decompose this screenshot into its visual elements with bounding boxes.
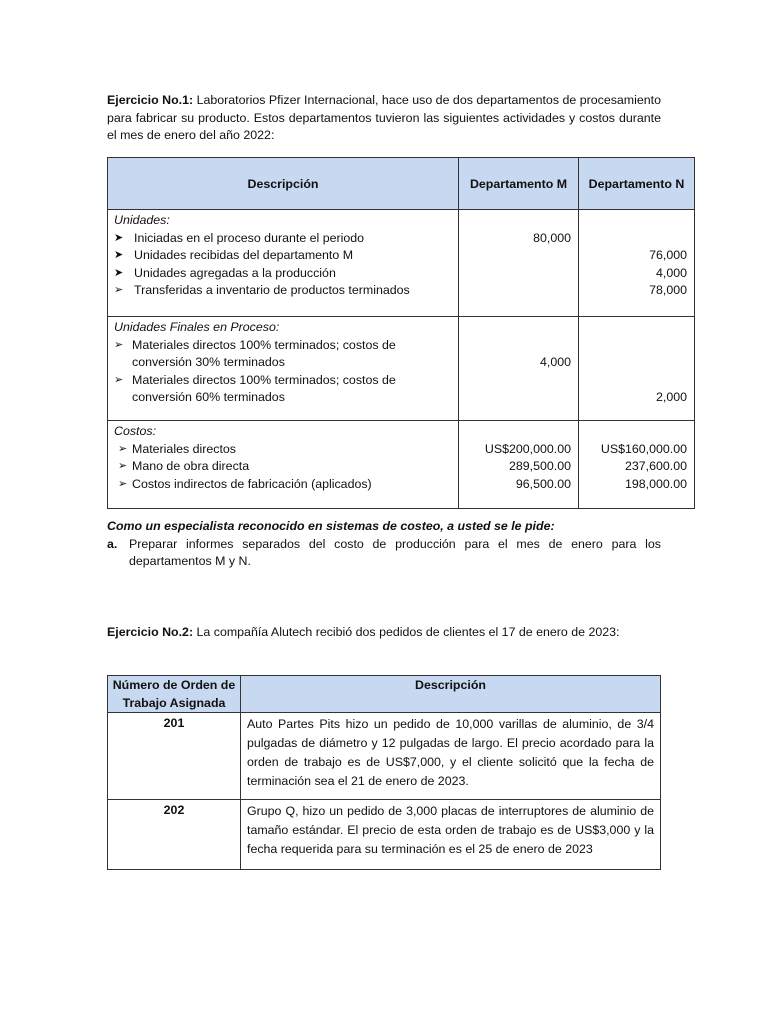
list-item: ➢ Materiales directos bbox=[114, 441, 452, 459]
arrow-bullet-icon: ➢ bbox=[114, 284, 124, 296]
section-title: Unidades: bbox=[114, 213, 170, 227]
value-m: 289,500.00 bbox=[508, 459, 571, 473]
arrow-bullet-icon: ➤ bbox=[114, 249, 124, 261]
col-departamento-m: Departamento M bbox=[459, 158, 579, 210]
ex2-intro-text: La compañía Alutech recibió dos pedidos de clientes el 17 de enero de 2023: bbox=[196, 625, 620, 639]
section-wip: Unidades Finales en Proceso: ➢ Materiales directos 100% terminados; costos de conversión 30% terminados ➢ Materiales directos 100% terminados; costos de conversión 60% terminados 4,000 2,000 bbox=[108, 317, 695, 421]
ex1-table bbox=[107, 157, 695, 509]
ex1-request bbox=[107, 518, 661, 571]
value-n: 198,000.00 bbox=[624, 476, 687, 491]
order-number: 201 bbox=[108, 713, 241, 800]
value-m: 96,500.00 bbox=[515, 476, 571, 491]
value-n: 2,000 bbox=[655, 390, 687, 404]
order-description: Auto Partes Pits hizo un pedido de 10,000 varillas de aluminio, de 3/4 pulgadas de diámetro y 12 pulgadas de largo. El precio acordado para la orden de trabajo es de US$7,000, y el cliente solicitó que la fecha de terminación sea el 21 de enero de 2023. bbox=[241, 713, 661, 800]
request-letter: a. bbox=[107, 536, 118, 551]
ex1-label: Ejercicio No.1: bbox=[107, 93, 194, 107]
col-descripcion: Descripción bbox=[241, 676, 661, 713]
value-m: 4,000 bbox=[539, 355, 571, 369]
request-item bbox=[107, 536, 661, 571]
arrow-bullet-icon: ➤ bbox=[114, 231, 124, 244]
value-n: 237,600.00 bbox=[624, 459, 687, 473]
ex1-intro-text: Laboratorios Pfizer Internacional, hace uso de dos departamentos de procesamiento para fabricar su producto. Estos departamentos tuvieron las siguientes actividades y costos durante el mes de enero del año 2022: bbox=[107, 93, 662, 142]
list-item: ➢ Materiales directos 100% terminados; costos de bbox=[114, 337, 452, 355]
request-text: Preparar informes separados del costo de producción para el mes de enero para los departamentos M y N. bbox=[129, 536, 661, 568]
list-item: ➢ Materiales directos 100% terminados; costos de bbox=[114, 372, 452, 390]
arrow-bullet-icon: ➤ bbox=[114, 266, 124, 279]
order-description: Grupo Q, hizo un pedido de 3,000 placas de interruptores de aluminio de tamaño estándar. El precio de esta orden de trabajo es de US$3,000 y la fecha requerida para su terminación es el 25 de enero de 2023 bbox=[241, 800, 661, 870]
ex1-intro bbox=[107, 92, 661, 145]
section-title: Costos: bbox=[114, 424, 157, 438]
ex2-label: Ejercicio No.2: bbox=[107, 625, 194, 639]
section-title: Unidades Finales en Proceso: bbox=[114, 320, 280, 334]
section-unidades bbox=[108, 210, 695, 317]
list-item: ➤ Unidades recibidas del departamento M bbox=[114, 247, 452, 265]
ex2-table-header bbox=[108, 676, 661, 713]
list-item: ➢ Mano de obra directa bbox=[114, 458, 452, 476]
ex2-table bbox=[107, 675, 661, 870]
value-m: 80,000 bbox=[533, 230, 571, 245]
value-m: US$200,000.00 bbox=[484, 441, 571, 456]
col-departamento-n: Departamento N bbox=[579, 158, 695, 210]
value-n: US$160,000.00 bbox=[600, 441, 687, 456]
order-number: 202 bbox=[108, 800, 241, 870]
ex1-table-header bbox=[108, 158, 695, 210]
value-n: 76,000 bbox=[649, 248, 687, 262]
list-item: ➤ Unidades agregadas a la producción bbox=[114, 265, 452, 283]
ex2-intro bbox=[107, 624, 661, 642]
value-n: 4,000 bbox=[655, 265, 687, 280]
arrow-bullet-icon: ➢ bbox=[118, 460, 128, 472]
list-item: ➢ Costos indirectos de fabricación (aplicados) bbox=[114, 476, 452, 494]
value-n: 78,000 bbox=[649, 283, 687, 297]
col-numero-orden: Número de Orden de Trabajo Asignada bbox=[108, 676, 241, 713]
list-item: ➢ Transferidas a inventario de productos terminados bbox=[114, 282, 452, 300]
table-row bbox=[108, 800, 661, 870]
col-descripcion: Descripción bbox=[108, 158, 459, 210]
arrow-bullet-icon: ➢ bbox=[114, 373, 124, 386]
section-costos bbox=[108, 421, 695, 509]
arrow-bullet-icon: ➢ bbox=[118, 477, 128, 490]
table-row bbox=[108, 713, 661, 800]
arrow-bullet-icon: ➢ bbox=[114, 338, 124, 351]
arrow-bullet-icon: ➢ bbox=[118, 442, 128, 455]
list-item: ➤ Iniciadas en el proceso durante el periodo bbox=[114, 230, 452, 248]
request-heading: Como un especialista reconocido en sistemas de costeo, a usted se le pide: bbox=[107, 519, 555, 533]
